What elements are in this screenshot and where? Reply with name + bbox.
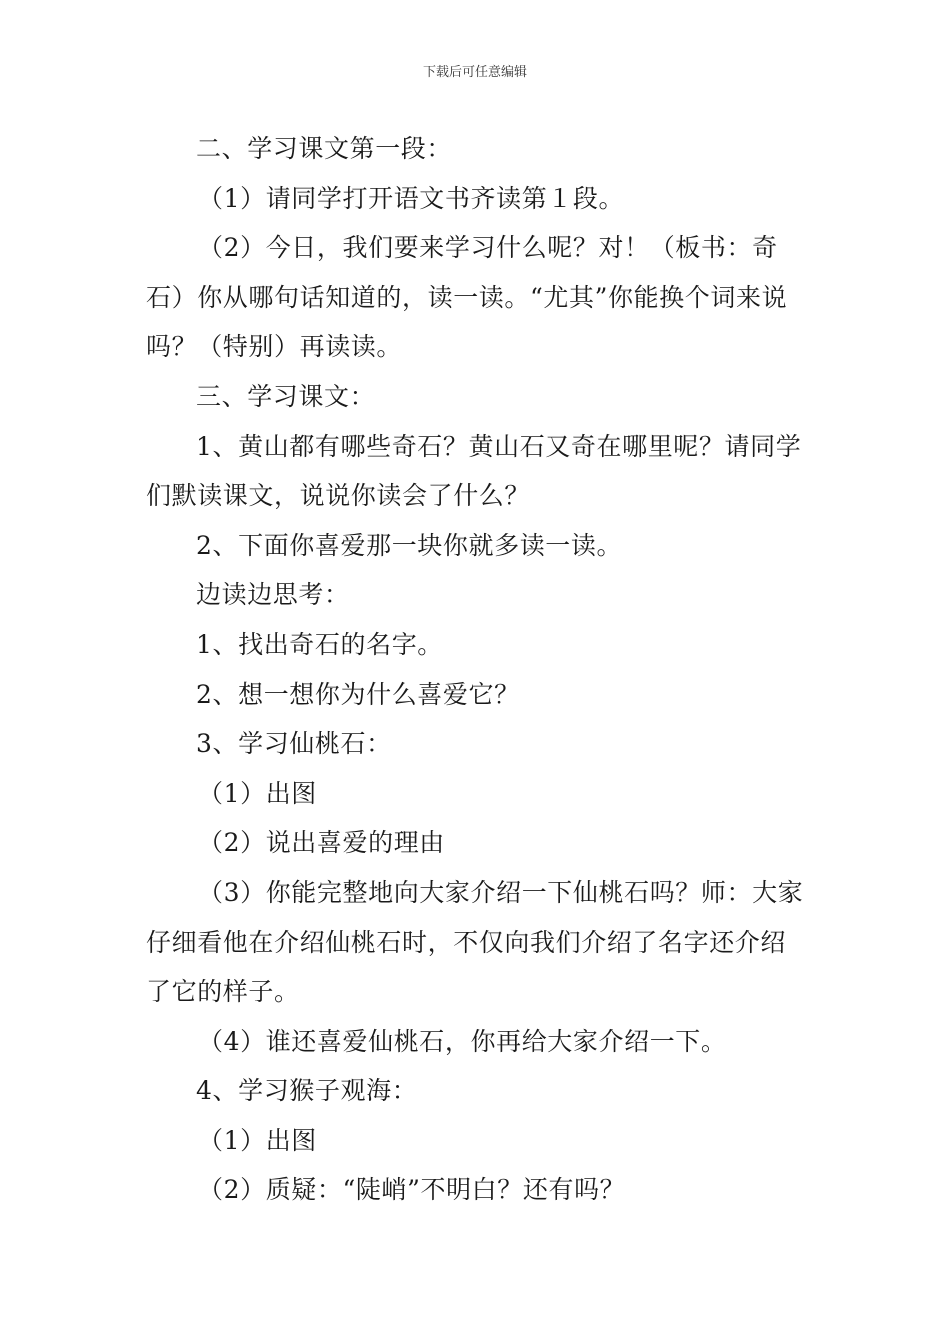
list-item: 2、想一想你为什么喜爱它？ bbox=[196, 679, 520, 709]
list-item: （2）说出喜爱的理由 bbox=[198, 828, 445, 858]
paragraph: 边读边思考： bbox=[196, 580, 350, 610]
list-item: 1、找出奇石的名字。 bbox=[196, 629, 443, 659]
paragraph: 1、黄山都有哪些奇石？黄山石又奇在哪里呢？请同学们默读课文，说说你读会了什么？ bbox=[146, 431, 802, 511]
list-item: （2）质疑：“陡峭”不明白？还有吗？ bbox=[198, 1175, 626, 1205]
paragraph: （3）你能完整地向大家介绍一下仙桃石吗？师：大家仔细看他在介绍仙桃石时，不仅向我们介绍了名字还介绍了它的样子。 bbox=[146, 877, 804, 1007]
paragraph: （2）今日，我们要来学习什么呢？对！（板书：奇石）你从哪句话知道的，读一读。“尤其”你能换个词来说吗？（特别）再读读。 bbox=[146, 233, 788, 362]
list-item: （1）出图 bbox=[198, 778, 317, 808]
paragraph: （1）请同学打开语文书齐读第１段。 bbox=[198, 183, 625, 213]
paragraph: （4）谁还喜爱仙桃石，你再给大家介绍一下。 bbox=[198, 1026, 727, 1056]
page-header: 下载后可任意编辑 bbox=[422, 65, 527, 80]
paragraph: 2、下面你喜爱那一块你就多读一读。 bbox=[196, 530, 623, 560]
list-item: 3、学习仙桃石： bbox=[196, 729, 392, 759]
list-item: 4、学习猴子观海： bbox=[196, 1076, 418, 1106]
document-body bbox=[146, 124, 808, 1215]
section-heading-2: 二、学习课文第一段： bbox=[196, 134, 453, 163]
list-item: （1）出图 bbox=[198, 1125, 317, 1155]
section-heading-3: 三、学习课文： bbox=[196, 381, 376, 411]
